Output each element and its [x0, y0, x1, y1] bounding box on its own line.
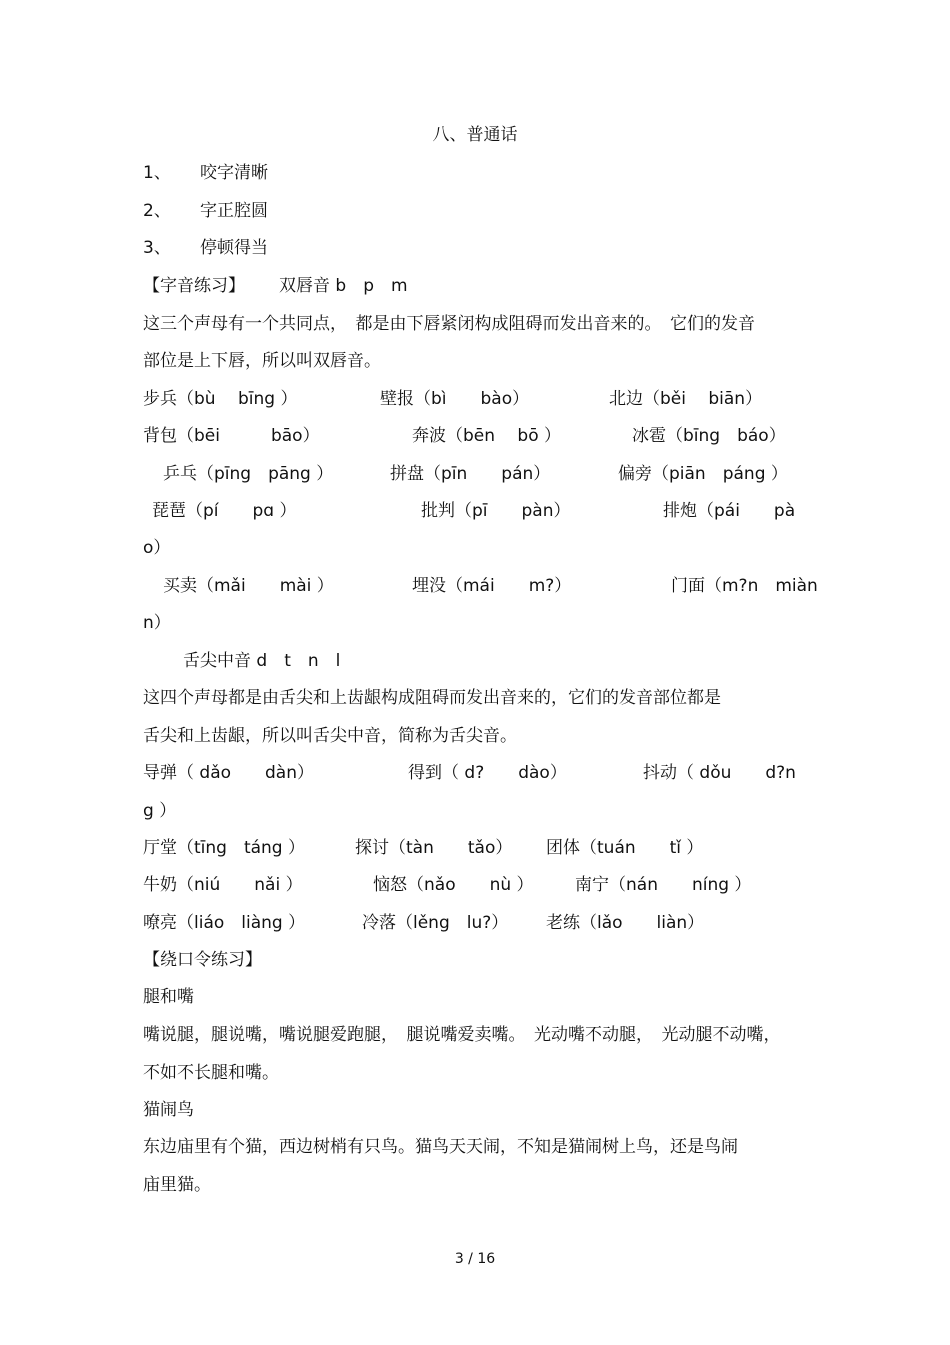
item-text-2: 字正腔圆: [200, 201, 268, 221]
item-text-1: 咬字清晰: [200, 163, 268, 183]
item-number-3: 3、: [143, 238, 171, 258]
word-pair: 北边（běi biān）: [609, 389, 763, 409]
word-pair: 老练（lǎo liàn）: [546, 913, 705, 933]
paragraph-line: 这四个声母都是由舌尖和上齿龈构成阻碍而发出音来的，它们的发音部位都是: [143, 688, 721, 708]
word-pair: 埋没（mái m?）: [412, 576, 572, 596]
section-subheading: 舌尖中音 d t n l: [183, 651, 341, 671]
word-pair: 探讨（tàn tǎo）: [355, 838, 513, 858]
word-pair: 门面（m?n miàn: [671, 576, 818, 596]
item-text-3: 停顿得当: [200, 238, 268, 258]
word-pair: 导弹（ dǎo dàn）: [143, 763, 314, 783]
word-pair: 买卖（mǎi mài ）: [163, 576, 334, 596]
paragraph-line: 不如不长腿和嘴。: [143, 1063, 279, 1083]
word-pair: 南宁（nán níng ）: [575, 875, 752, 895]
word-pair: 乒乓（pīng pāng ）: [163, 464, 334, 484]
word-pair: 壁报（bì bào）: [380, 389, 530, 409]
section-subheading: 双唇音 b p m: [279, 276, 408, 296]
word-pair: 冷落（lěng lu?）: [362, 913, 509, 933]
word-pair: 厅堂（tīng táng ）: [143, 838, 306, 858]
section-heading: 【字音练习】: [143, 276, 245, 296]
word-pair-wrap: o）: [143, 538, 171, 558]
word-pair: 琵琶（pí pɑ ）: [152, 501, 297, 521]
word-pair: 团体（tuán tǐ ）: [546, 838, 704, 858]
word-pair: 步兵（bù bīng ）: [143, 389, 298, 409]
paragraph-line: 东边庙里有个猫，西边树梢有只鸟。猫鸟天天闹，不知是猫闹树上鸟，还是鸟闹: [143, 1137, 738, 1157]
paragraph-line: 舌尖和上齿龈，所以叫舌尖中音，简称为舌尖音。: [143, 726, 517, 746]
word-pair: 得到（ d? dào）: [408, 763, 567, 783]
word-pair: 恼怒（nǎo nù ）: [373, 875, 534, 895]
word-pair: 背包（bēi bāo）: [143, 426, 320, 446]
word-pair: 奔波（bēn bō ）: [412, 426, 562, 446]
page-title: 八、普通话: [432, 125, 518, 145]
word-pair-wrap: g ）: [143, 801, 177, 821]
page-number: 3 / 16: [454, 1251, 496, 1267]
word-pair: 牛奶（niú nǎi ）: [143, 875, 303, 895]
paragraph-line: 这三个声母有一个共同点， 都是由下唇紧闭构成阻碍而发出音来的。 它们的发音: [143, 314, 755, 334]
word-pair: 抖动（ dǒu d?n: [643, 763, 796, 783]
section-heading: 【绕口令练习】: [143, 950, 262, 970]
word-pair: 偏旁（piān páng ）: [618, 464, 788, 484]
item-number-2: 2、: [143, 201, 171, 221]
tongue-twister-title: 猫闹鸟: [143, 1100, 194, 1120]
word-pair: 冰雹（bīng báo）: [632, 426, 786, 446]
word-pair-wrap: n）: [143, 613, 171, 633]
word-pair: 嘹亮（liáo liàng ）: [143, 913, 306, 933]
word-pair: 拼盘（pīn pán）: [390, 464, 551, 484]
paragraph-line: 庙里猫。: [143, 1175, 211, 1195]
tongue-twister-title: 腿和嘴: [143, 987, 194, 1007]
word-pair: 批判（pī pàn）: [421, 501, 571, 521]
item-number-1: 1、: [143, 163, 171, 183]
paragraph-line: 嘴说腿，腿说嘴，嘴说腿爱跑腿， 腿说嘴爱卖嘴。 光动嘴不动腿， 光动腿不动嘴，: [143, 1025, 781, 1045]
word-pair: 排炮（pái pà: [663, 501, 796, 521]
paragraph-line: 部位是上下唇，所以叫双唇音。: [143, 351, 381, 371]
